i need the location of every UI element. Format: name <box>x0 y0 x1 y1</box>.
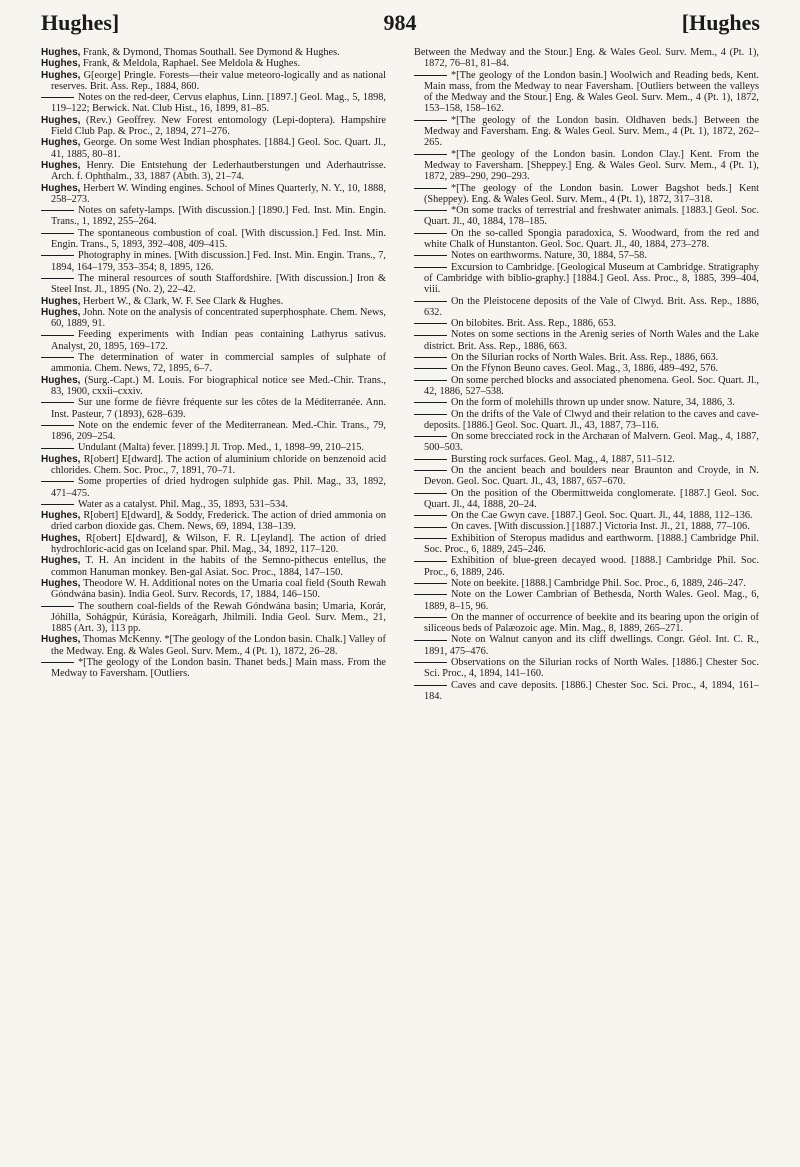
entry-text: Observations on the Silurian rocks of North Wales. [1886.] Chester Soc. Sci. Proc., 4, 1894, 141–160. <box>424 657 759 680</box>
bibliography-entry <box>414 454 759 465</box>
bibliography-entry <box>41 250 386 273</box>
entry-text: *[The geology of the London basin. London Clay.] Kent. From the Medway to Faversham. [Sheppey.] Eng. & Wales Geol. Surv. Mem., 4 (Pt. 1), 1872, 289–290, 290–293. <box>424 148 759 183</box>
entry-text: Some properties of dried hydrogen sulphide gas. Phil. Mag., 33, 1892, 471–475. <box>51 476 386 499</box>
bibliography-entry <box>41 58 386 69</box>
entry-text: Undulant (Malta) fever. [1899.] Jl. Trop. Med., 1, 1898–99, 210–215. <box>78 442 364 454</box>
entry-text: Note on the endemic fever of the Mediterranean. Med.-Chir. Trans., 79, 1896, 209–254. <box>51 419 386 443</box>
ditto-dash <box>414 583 447 584</box>
bibliography-entry <box>41 420 386 443</box>
ditto-dash <box>414 188 447 189</box>
ditto-dash <box>41 606 74 607</box>
bibliography-entry <box>414 578 759 589</box>
ditto-dash <box>414 267 447 268</box>
bibliography-entry <box>41 601 386 635</box>
entry-author: Hughes, <box>41 47 81 58</box>
entry-author: Hughes, <box>41 577 81 589</box>
ditto-dash <box>414 120 447 121</box>
bibliography-entry <box>41 578 386 601</box>
entry-text: (Rev.) Geoffrey. New Forest entomology (Lepi-doptera). Hampshire Field Club Pap. & Proc., 2, 1894, 271–276. <box>51 114 386 138</box>
ditto-dash <box>414 368 447 369</box>
ditto-dash <box>414 594 447 595</box>
entry-author: Hughes, <box>41 295 81 307</box>
ditto-dash <box>41 357 74 358</box>
bibliography-entry <box>41 533 386 556</box>
ditto-dash <box>41 481 74 482</box>
bibliography-entry <box>41 555 386 578</box>
bibliography-entry <box>414 634 759 657</box>
bibliography-entry <box>414 465 759 488</box>
ditto-dash <box>414 75 447 76</box>
bibliography-entry <box>414 115 759 149</box>
entry-text: (Surg.-Capt.) M. Louis. For biographical notice see Med.-Chir. Trans., 83, 1900, cxxii–cxxiv. <box>51 374 386 397</box>
entry-text: On the Ffynon Beuno caves. Geol. Mag., 3, 1886, 489–492, 576. <box>451 363 719 375</box>
ditto-dash <box>414 662 447 663</box>
ditto-dash <box>41 278 74 279</box>
bibliography-entry <box>414 228 759 251</box>
bibliography-entry <box>414 409 759 432</box>
entry-text: The spontaneous combustion of coal. [With discussion.] Fed. Inst. Min. Engin. Trans., 5, 1893, 392–408, 409–415. <box>51 227 386 251</box>
bibliography-entry <box>41 115 386 138</box>
entry-text: On the form of molehills thrown up under snow. Nature, 34, 1886, 3. <box>451 397 735 409</box>
ditto-dash <box>41 448 74 449</box>
bibliography-entry <box>41 228 386 251</box>
bibliography-entry <box>41 397 386 420</box>
entry-text: On the ancient beach and boulders near Braunton and Croyde, in N. Devon. Geol. Soc. Quart. Jl., 43, 1887, 657–670. <box>424 464 759 488</box>
page-number: 984 <box>383 10 417 35</box>
bibliography-entry <box>414 352 759 363</box>
bibliography-entry <box>41 70 386 93</box>
ditto-dash <box>414 357 447 358</box>
entry-text: Herbert W. Winding engines. School of Mines Quarterly, N. Y., 10, 1888, 258–273. <box>51 182 386 205</box>
bibliography-entry <box>41 657 386 680</box>
bibliography-entry <box>41 92 386 115</box>
bibliography-entry <box>41 476 386 499</box>
ditto-dash <box>41 233 74 234</box>
entry-text: Frank, & Dymond, Thomas Southall. See Dymond & Hughes. <box>80 47 340 58</box>
ditto-dash <box>414 515 447 516</box>
entry-text: *[The geology of the London basin. Thanet beds.] Main mass. From the Medway to Faversham. [Outliers. <box>51 657 386 680</box>
bibliography-entry <box>41 329 386 352</box>
entry-text: *[The geology of the London basin.] Woolwich and Reading beds, Kent. Main mass, from the Medway to near Faversham. [Outliers between the valleys of the Medway and the Stour.] Eng. & Wales Geol. Surv. Mem., 4 (Pt. 1), 1872, 153–158, 158–162. <box>424 69 759 115</box>
bibliography-entry <box>414 533 759 556</box>
entry-author: Hughes, <box>41 159 81 171</box>
ditto-dash <box>414 685 447 686</box>
bibliography-entry <box>414 680 759 703</box>
entry-text: Notes on safety-lamps. [With discussion.] [1890.] Fed. Inst. Min. Engin. Trans., 1, 1892, 255–264. <box>51 205 386 228</box>
bibliography-entry <box>414 431 759 454</box>
bibliography-entry <box>414 47 759 70</box>
entry-text: On the drifts of the Vale of Clwyd and their relation to the caves and cave-deposits. [1886.] Geol. Soc. Quart. Jl., 43, 1887, 73–116. <box>424 408 759 431</box>
entry-author: Hughes, <box>41 453 81 465</box>
entry-text: On caves. [With discussion.] [1887.] Victoria Inst. Jl., 21, 1888, 77–106. <box>451 521 750 533</box>
entry-text: On the Silurian rocks of North Wales. Brit. Ass. Rep., 1886, 663. <box>451 352 719 364</box>
page-header <box>0 0 800 40</box>
entry-text: On some brecciated rock in the Archæan of Malvern. Geol. Mag., 4, 1887, 500–503. <box>424 431 759 454</box>
entry-text: Between the Medway and the Stour.] Eng. & Wales Geol. Surv. Mem., 4 (Pt. 1), 1872, 76–81, 81–84. <box>414 47 759 70</box>
bibliography-entry <box>414 510 759 521</box>
bibliography-entry <box>41 510 386 533</box>
ditto-dash <box>41 255 74 256</box>
entry-text: Excursion to Cambridge. [Geological Museum at Cambridge. Stratigraphy of Cambridge with biblio-graphy.] [1884.] Geol. Ass. Proc., 8, 1885, 399–404, viii. <box>424 261 759 296</box>
bibliography-entry <box>41 499 386 510</box>
entry-text: Note on the Lower Cambrian of Bethesda, North Wales. Geol. Mag., 6, 1889, 8–15, 96. <box>424 589 759 612</box>
bibliography-entry <box>41 296 386 307</box>
bibliography-entry <box>414 657 759 680</box>
entry-author: Hughes, <box>41 137 81 149</box>
bibliography-entry <box>414 205 759 228</box>
left-column <box>41 47 386 680</box>
bibliography-entry <box>414 612 759 635</box>
ditto-dash <box>414 617 447 618</box>
entry-text: Bursting rock surfaces. Geol. Mag., 4, 1887, 511–512. <box>451 453 675 465</box>
bibliography-entry <box>414 183 759 206</box>
entry-text: Herbert W., & Clark, W. F. See Clark & Hughes. <box>80 295 284 307</box>
bibliography-entry <box>41 160 386 183</box>
ditto-dash <box>414 561 447 562</box>
entry-text: On bilobites. Brit. Ass. Rep., 1886, 653. <box>451 318 617 330</box>
bibliography-entry <box>414 397 759 408</box>
bibliography-entry <box>41 375 386 398</box>
entry-text: Feeding experiments with Indian peas containing Lathyrus sativus. Analyst, 20, 1895, 169–172. <box>51 329 386 352</box>
entry-text: Sur une forme de fièvre fréquente sur les côtes de la Méditerranée. Ann. Inst. Pasteur, 7 (1893), 628–639. <box>51 397 386 420</box>
entry-author: Hughes, <box>41 374 81 386</box>
entry-text: The mineral resources of south Staffordshire. [With discussion.] Iron & Steel Inst. Jl., 1895 (No. 2), 22–42. <box>51 272 386 296</box>
bibliography-entry <box>41 634 386 657</box>
bibliography-entry <box>414 555 759 578</box>
entry-text: Exhibition of Steropus madidus and earthworm. [1888.] Cambridge Phil. Soc. Proc., 6, 1889, 245–246. <box>424 532 759 556</box>
entry-author: Hughes, <box>41 182 81 194</box>
header-left-guideword: Hughes] <box>41 10 120 35</box>
entry-text: Frank, & Meldola, Raphael. See Meldola & Hughes. <box>80 58 301 70</box>
entry-text: R[obert] E[dward], & Wilson, F. R. L[eyland]. The action of dried hydrochloric-acid gas on Iceland spar. Phil. Mag., 34, 1892, 117–120. <box>51 532 386 556</box>
bibliography-entry <box>41 352 386 375</box>
entry-text: The determination of water in commercial samples of sulphate of ammonia. Chem. News, 72, 1895, 6–7. <box>51 352 386 375</box>
entry-text: On the so-called Spongia paradoxica, S. Woodward, from the red and white Chalk of Hunstanton. Geol. Soc. Quart. Jl., 40, 1884, 273–278. <box>424 227 759 251</box>
entry-text: On some perched blocks and associated phenomena. Geol. Soc. Quart. Jl., 42, 1886, 527–538. <box>424 374 759 397</box>
bibliography-entry <box>41 307 386 330</box>
entry-author: Hughes, <box>41 532 81 544</box>
entry-text: *[The geology of the London basin. Oldhaven beds.] Between the Medway and Faversham. Eng. & Wales Geol. Surv. Mem., 4 (Pt. 1), 1872, 262–265. <box>424 114 759 149</box>
ditto-dash <box>414 154 447 155</box>
ditto-dash <box>414 538 447 539</box>
entry-text: George. On some West Indian phosphates. [1884.] Geol. Soc. Quart. Jl., 41, 1885, 80–81. <box>51 137 386 160</box>
entry-text: Notes on some sections in the Arenig series of North Wales and the Lake district. Brit. Ass. Rep., 1886, 663. <box>424 329 759 352</box>
entry-text: John. Note on the analysis of concentrated superphosphate. Chem. News, 60, 1889, 91. <box>51 306 386 330</box>
ditto-dash <box>414 402 447 403</box>
bibliography-entry <box>414 488 759 511</box>
right-column <box>414 47 759 702</box>
entry-text: R[obert] E[dward]. The action of aluminium chloride on benzenoid acid chlorides. Chem. Soc. Proc., 7, 1891, 70–71. <box>51 453 386 476</box>
entry-author: Hughes, <box>41 114 81 126</box>
entry-text: *On some tracks of terrestrial and freshwater animals. [1883.] Geol. Soc. Quart. Jl., 40, 1884, 178–185. <box>424 205 759 228</box>
bibliography-entry <box>414 149 759 183</box>
bibliography-entry <box>41 273 386 296</box>
ditto-dash <box>41 210 74 211</box>
entry-text: Notes on the red-deer, Cervus elaphus, Linn. [1897.] Geol. Mag., 5, 1898, 119–122; Berwick. Nat. Club Hist., 16, 1899, 81–85. <box>51 92 386 115</box>
ditto-dash <box>414 459 447 460</box>
ditto-dash <box>414 335 447 336</box>
entry-text: Photography in mines. [With discussion.] Fed. Inst. Min. Engin. Trans., 7, 1894, 164–179, 353–354; 8, 1895, 126. <box>51 250 386 273</box>
bibliography-entry <box>414 375 759 398</box>
entry-text: Exhibition of blue-green decayed wood. [1888.] Cambridge Phil. Soc. Proc., 6, 1889, 246. <box>424 555 759 578</box>
entry-text: G[eorge] Pringle. Forests—their value meteoro-logically and as national reserves. Brit. Ass. Rep., 1884, 860. <box>51 69 386 92</box>
entry-text: The southern coal-fields of the Rewah Góndwána basin; Umaria, Korár, Jóhilla, Sohágpúr, Kúrásia, Koreágarh, Jhilmili. India Geol. Surv. Mem., 21, 1885 (Art. 3), 113 pp. <box>51 600 386 635</box>
header-right-guideword: [Hughes <box>681 10 760 35</box>
bibliography-entry <box>414 363 759 374</box>
ditto-dash <box>41 425 74 426</box>
ditto-dash <box>414 470 447 471</box>
ditto-dash <box>414 640 447 641</box>
entry-author: Hughes, <box>41 634 81 646</box>
entry-text: Theodore W. H. Additional notes on the Umaria coal field (South Rewah Góndwána basin). India Geol. Surv. Records, 17, 1884, 146–150. <box>51 577 386 601</box>
entry-text: Notes on earthworms. Nature, 30, 1884, 57–58. <box>451 250 647 262</box>
ditto-dash <box>414 380 447 381</box>
entry-text: Henry. Die Entstehung der Lederhautberstungen und Aderhautrisse. Arch. f. Ophthalm., 33, 1887 (Abth. 3), 21–74. <box>51 159 386 183</box>
ditto-dash <box>41 402 74 403</box>
entry-text: Caves and cave deposits. [1886.] Chester Soc. Sci. Proc., 4, 1894, 161–184. <box>424 679 759 702</box>
bibliography-entry <box>41 205 386 228</box>
ditto-dash <box>41 335 74 336</box>
ditto-dash <box>414 301 447 302</box>
entry-text: Water as a catalyst. Phil. Mag., 35, 1893, 531–534. <box>78 498 288 510</box>
ditto-dash <box>41 662 74 663</box>
ditto-dash <box>414 255 447 256</box>
bibliography-entry <box>414 329 759 352</box>
entry-text: On the Cae Gwyn cave. [1887.] Geol. Soc. Quart. Jl., 44, 1888, 112–136. <box>451 510 753 522</box>
bibliography-entry <box>414 589 759 612</box>
bibliography-entry <box>414 296 759 319</box>
ditto-dash <box>41 97 74 98</box>
ditto-dash <box>414 233 447 234</box>
entry-author: Hughes, <box>41 69 81 81</box>
bibliography-entry <box>414 262 759 296</box>
bibliography-entry <box>41 442 386 453</box>
ditto-dash <box>414 210 447 211</box>
ditto-dash <box>41 504 74 505</box>
entry-author: Hughes, <box>41 555 81 567</box>
bibliography-entry <box>414 70 759 115</box>
bibliography-entry <box>414 250 759 261</box>
entry-text: R[obert] E[dward], & Soddy, Frederick. The action of dried ammonia on dried carbon dioxide gas. Chem. News, 69, 1894, 138–139. <box>51 510 386 533</box>
entry-author: Hughes, <box>41 510 81 522</box>
entry-text: Thomas McKenny. *[The geology of the London basin. Chalk.] Valley of the Medway. Eng. & Wales Geol. Surv. Mem., 4 (Pt. 1), 1872, 26–28. <box>51 634 386 657</box>
bibliography-entry <box>41 137 386 160</box>
bibliography-entry <box>41 47 386 58</box>
ditto-dash <box>414 323 447 324</box>
entry-text: On the position of the Obermittweida conglomerate. [1887.] Geol. Soc. Quart. Jl., 44, 1888, 20–24. <box>424 487 759 510</box>
ditto-dash <box>414 414 447 415</box>
ditto-dash <box>414 527 447 528</box>
entry-text: On the Pleistocene deposits of the Vale of Clwyd. Brit. Ass. Rep., 1886, 632. <box>424 295 759 318</box>
entry-text: On the manner of occurrence of beekite and its bearing upon the origin of siliceous beds of Palæozoic age. Min. Mag., 8, 1889, 265–271. <box>424 611 759 635</box>
entry-author: Hughes, <box>41 306 81 318</box>
bibliography-entry <box>41 454 386 477</box>
entry-text: *[The geology of the London basin. Lower Bagshot beds.] Kent (Sheppey). Eng. & Wales Geol. Surv. Mem., 4 (Pt. 1), 1872, 317–318. <box>424 182 759 205</box>
bibliography-entry <box>41 183 386 206</box>
ditto-dash <box>414 436 447 437</box>
entry-text: T. H. An incident in the habits of the Semno-pithecus entellus, the common Hanuman monkey. Ben-gal Asiat. Soc. Proc., 1884, 147–150. <box>51 555 386 578</box>
ditto-dash <box>414 493 447 494</box>
bibliography-entry <box>414 521 759 532</box>
entry-author: Hughes, <box>41 58 81 70</box>
entry-text: Note on Walnut canyon and its cliff dwellings. Congr. Géol. Int. C. R., 1891, 475–476. <box>424 634 759 657</box>
entry-text: Note on beekite. [1888.] Cambridge Phil. Soc. Proc., 6, 1889, 246–247. <box>451 577 746 589</box>
bibliography-entry <box>414 318 759 329</box>
